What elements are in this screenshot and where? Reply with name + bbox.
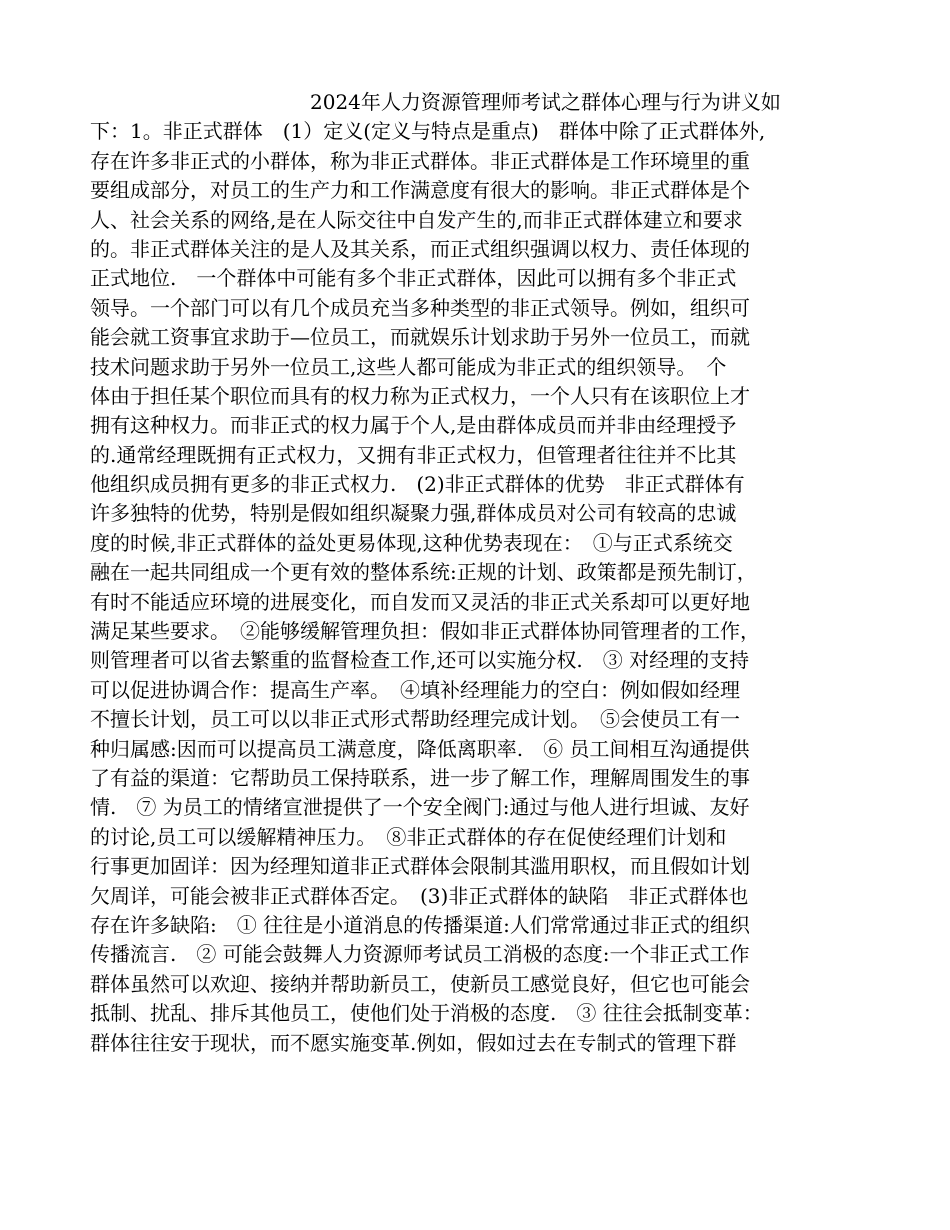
text-line: 则管理者可以省去繁重的监督检查工作,还可以实施分权. ③ 对经理的支持: [90, 648, 750, 673]
text-line: 正式地位. 一个群体中可能有多个非正式群体，因此可以拥有多个非正式: [90, 266, 737, 291]
text-line: 情. ⑦ 为员工的情绪宣泄提供了一个安全阀门:通过与他人进行坦诚、友好: [90, 795, 750, 820]
text-line: 满足某些要求。 ②能够缓解管理负担：假如非正式群体协同管理者的工作，: [90, 619, 760, 644]
text-line: 了有益的渠道：它帮助员工保持联系，进一步了解工作，理解周围发生的事: [90, 765, 750, 790]
text-line: 的讨论,员工可以缓解精神压力。 ⑧非正式群体的存在促使经理们计划和: [90, 824, 727, 849]
text-line: 下：1。非正式群体 (1）定义(定义与特点是重点) 群体中除了正式群体外,: [90, 119, 766, 144]
text-line: 要组成部分，对员工的生产力和工作满意度有很大的影响。非正式群体是个: [90, 178, 750, 203]
text-line: 群体虽然可以欢迎、接纳并帮助新员工，使新员工感觉良好，但它也可能会: [90, 971, 750, 996]
text-line: 抵制、扰乱、排斥其他员工，使他们处于消极的态度. ③ 往往会抵制变革：: [90, 1001, 763, 1026]
document-body: [90, 88, 870, 1058]
text-line: 种归属感:因而可以提高员工满意度，降低离职率. ⑥ 员工间相互沟通提供: [90, 736, 750, 761]
text-line: 融在一起共同组成一个更有效的整体系统:正规的计划、政策都是预先制订，: [90, 560, 757, 585]
text-line: 可以促进协调合作：提高生产率。 ④填补经理能力的空白：例如假如经理: [90, 677, 740, 702]
document-title-line: 2024年人力资源管理师考试之群体心理与行为讲义如: [310, 90, 781, 114]
text-line: 度的时候,非正式群体的益处更易体现,这种优势表现在： ①与正式系统交: [90, 530, 733, 555]
text-line: 拥有这种权力。而非正式的权力属于个人,是由群体成员而并非由经理授予: [90, 413, 737, 438]
text-line: 领导。一个部门可以有几个成员充当多种类型的非正式领导。例如，组织可: [90, 295, 750, 320]
text-line: 他组织成员拥有更多的非正式权力. (2)非正式群体的优势 非正式群体有: [90, 472, 745, 497]
text-line: 的.通常经理既拥有正式权力，又拥有非正式权力，但管理者往往并不比其: [90, 442, 737, 467]
text-line: 的。非正式群体关注的是人及其关系，而正式组织强调以权力、责任体现的: [90, 236, 750, 261]
text-line: 技术问题求助于另外一位员工,这些人都可能成为非正式的组织领导。 个: [90, 354, 727, 379]
text-line: 有时不能适应环境的进展变化，而自发而又灵活的非正式关系却可以更好地: [90, 589, 750, 614]
text-line: 体由于担任某个职位而具有的权力称为正式权力，一个人只有在该职位上才: [90, 383, 750, 408]
text-line: 许多独特的优势，特别是假如组织凝聚力强,群体成员对公司有较高的忠诚: [90, 501, 737, 526]
text-line: 行事更加固详：因为经理知道非正式群体会限制其滥用职权，而且假如计划: [90, 854, 750, 879]
text-line: 存在许多非正式的小群体，称为非正式群体。非正式群体是工作环境里的重: [90, 148, 750, 173]
text-line: 人、社会关系的网络,是在人际交往中自发产生的,而非正式群体建立和要求: [90, 207, 743, 232]
text-line: 能会就工资事宜求助于—位员工，而就娱乐计划求助于另外一位员工，而就: [90, 325, 750, 350]
text-line: 存在许多缺陷: ① 往往是小道消息的传播渠道:人们常常通过非正式的组织: [90, 912, 750, 937]
text-line: 群体往往安于现状，而不愿实施变革.例如，假如过去在专制式的管理下群: [90, 1030, 737, 1055]
text-line: 不擅长计划，员工可以以非正式形式帮助经理完成计划。 ⑤会使员工有一: [90, 707, 740, 732]
text-line: 欠周详，可能会被非正式群体否定。 (3)非正式群体的缺陷 非正式群体也: [90, 883, 749, 908]
text-line: 传播流言. ② 可能会鼓舞人力资源师考试员工消极的态度:一个非正式工作: [90, 942, 750, 967]
